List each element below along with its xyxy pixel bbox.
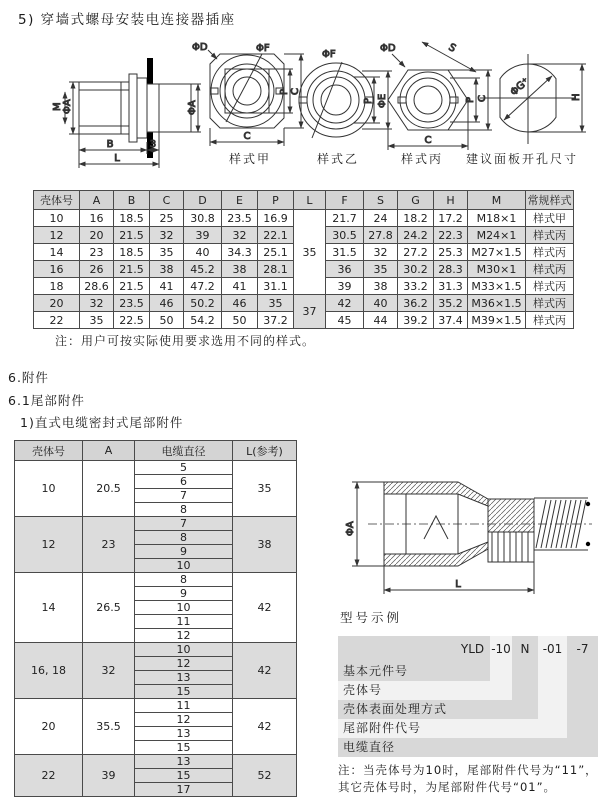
diagram-label-cable: 电缆直径 (343, 740, 396, 754)
cell-l: 42 (233, 643, 297, 699)
side-view-drawing (52, 42, 207, 172)
dim-label: M (52, 102, 63, 111)
cell-l-merged: 37 (294, 295, 326, 329)
code-part-cable: -7 (576, 642, 589, 656)
cell: 21.5 (114, 227, 150, 244)
style-b-caption: 样式乙 (316, 152, 359, 166)
cell: M33×1.5 (468, 278, 526, 295)
diagram-label-tail: 尾部附件代号 (343, 721, 422, 735)
style-c-caption: 样式丙 (400, 152, 443, 166)
cell: 16.9 (258, 210, 294, 227)
cell: 17.2 (434, 210, 468, 227)
cell-shell: 12 (15, 517, 83, 573)
cell: 样式甲 (526, 210, 574, 227)
cell: 24.2 (398, 227, 434, 244)
cell: M18×1 (468, 210, 526, 227)
cell: 25.1 (258, 244, 294, 261)
cell: 32 (364, 244, 398, 261)
col-header: H (434, 191, 468, 210)
dim-label: P (279, 88, 290, 95)
cell: 45 (326, 312, 364, 329)
cell-shell: 16, 18 (15, 643, 83, 699)
col-header: 电缆直径 (135, 441, 233, 461)
cell-diameter: 12 (135, 713, 233, 727)
cell: 39 (184, 227, 222, 244)
dim-label: ΦG⁺ (508, 76, 532, 99)
table-row (15, 517, 297, 531)
table-row (15, 699, 297, 713)
code-part-finish: N (520, 642, 530, 656)
diagram-label-shell: 壳体号 (343, 683, 383, 697)
cell: 32 (222, 227, 258, 244)
cell: 39 (326, 278, 364, 295)
cell-shell: 22 (15, 755, 83, 797)
cell: 28.3 (434, 261, 468, 278)
cell-diameter: 8 (135, 573, 233, 587)
dim-label: C (290, 88, 301, 95)
cell-shell: 10 (15, 461, 83, 517)
col-header: 常规样式 (526, 191, 574, 210)
cell: 18.2 (398, 210, 434, 227)
cell: 23.5 (114, 295, 150, 312)
cell: 20 (34, 295, 80, 312)
table-row (34, 210, 574, 227)
cell: 25 (150, 210, 184, 227)
panel-cutout-caption: 建议面板开孔尺寸 (465, 152, 578, 166)
cell: 21.5 (114, 261, 150, 278)
col-header: S (364, 191, 398, 210)
code-part-tail: -01 (542, 642, 563, 656)
cell: 40 (364, 295, 398, 312)
dim-label: ΦF (256, 43, 270, 54)
cell: 28.1 (258, 261, 294, 278)
cell-diameter: 15 (135, 769, 233, 783)
cell: 样式丙 (526, 278, 574, 295)
cell-a: 35.5 (83, 699, 135, 755)
dim-label: L (455, 579, 461, 590)
col-header: L(参考) (233, 441, 297, 461)
tail-accessory-drawing (336, 444, 596, 606)
cell: M39×1.5 (468, 312, 526, 329)
code-part-basic: YLD (460, 642, 485, 656)
cell: 35 (258, 295, 294, 312)
cell-diameter: 11 (135, 615, 233, 629)
table-row (15, 755, 297, 769)
cell: 42 (326, 295, 364, 312)
cell-a: 26.5 (83, 573, 135, 643)
dim-label: ΦE (377, 93, 388, 108)
cell-diameter: 5 (135, 461, 233, 475)
dim-label: B (106, 139, 114, 150)
cell-diameter: 6 (135, 475, 233, 489)
cell: 21.5 (114, 278, 150, 295)
cell: 18.5 (114, 244, 150, 261)
cell: 41 (222, 278, 258, 295)
page-title: 5) 穿墙式螺母安装电连接器插座 (18, 12, 236, 28)
cell-a: 39 (83, 755, 135, 797)
cell: 16 (80, 210, 114, 227)
cell: 40 (184, 244, 222, 261)
cell-diameter: 13 (135, 727, 233, 741)
col-header: P (258, 191, 294, 210)
cell: 21.7 (326, 210, 364, 227)
cell: 31.5 (326, 244, 364, 261)
cell: 38 (364, 278, 398, 295)
cell: 38 (222, 261, 258, 278)
cell: 22 (34, 312, 80, 329)
model-example-note (338, 762, 598, 795)
col-header: C (150, 191, 184, 210)
style-a-caption: 样式甲 (228, 152, 271, 166)
cell-diameter: 12 (135, 629, 233, 643)
diagram-label-finish: 壳体表面处理方式 (343, 702, 448, 716)
cell: 22.5 (114, 312, 150, 329)
cell: 18.5 (114, 210, 150, 227)
cell-shell: 14 (15, 573, 83, 643)
dim-label: ΦD (380, 43, 396, 54)
table-row (15, 461, 297, 475)
cell: 50.2 (184, 295, 222, 312)
cell: 23 (80, 244, 114, 261)
cell: 样式丙 (526, 244, 574, 261)
cell: 41 (150, 278, 184, 295)
cell-diameter: 15 (135, 741, 233, 755)
cell: 22.1 (258, 227, 294, 244)
cell: 35 (80, 312, 114, 329)
cell: 14 (34, 244, 80, 261)
model-number-diagram (338, 636, 598, 757)
cell: 12 (34, 227, 80, 244)
col-header: B (114, 191, 150, 210)
cell-diameter: 13 (135, 671, 233, 685)
cell-l: 52 (233, 755, 297, 797)
cell: 27.8 (364, 227, 398, 244)
cell: 32 (150, 227, 184, 244)
cell-diameter: 8 (135, 503, 233, 517)
section-6-1-heading: 6.1尾部附件 (8, 393, 85, 408)
section-6-1-1-heading: 1)直式电缆密封式尾部附件 (20, 415, 184, 430)
code-part-shell: -10 (491, 642, 511, 656)
cell: 47.2 (184, 278, 222, 295)
cell: M27×1.5 (468, 244, 526, 261)
panel-cutout-drawing (476, 52, 596, 154)
cell: 39.2 (398, 312, 434, 329)
cell: 30.5 (326, 227, 364, 244)
note-line-1: 注：当壳体号为10时，尾部附件代号为“11”， (338, 763, 598, 777)
note-line-2: 其它壳体号时，为尾部附件代号“01”。 (338, 779, 557, 794)
cell: 22.3 (434, 227, 468, 244)
cell: 37.2 (258, 312, 294, 329)
cell-diameter: 13 (135, 755, 233, 769)
cell: 46 (150, 295, 184, 312)
cell: 31.3 (434, 278, 468, 295)
dim-label: H (571, 93, 582, 101)
cell-l: 35 (233, 461, 297, 517)
cell: 16 (34, 261, 80, 278)
col-header: F (326, 191, 364, 210)
cell-l-merged: 35 (294, 210, 326, 295)
table-row (34, 295, 574, 312)
cell: 30.2 (398, 261, 434, 278)
cell: M36×1.5 (468, 295, 526, 312)
cell-diameter: 9 (135, 545, 233, 559)
section-6-heading: 6.附件 (8, 370, 49, 385)
dim-label: ΦA (345, 521, 356, 536)
cell: 25.3 (434, 244, 468, 261)
table1-note: 注：用户可按实际使用要求选用不同的样式。 (55, 334, 316, 348)
cell: 样式丙 (526, 295, 574, 312)
cell: 37.4 (434, 312, 468, 329)
cell: 35 (364, 261, 398, 278)
cell-diameter: 17 (135, 783, 233, 797)
col-header: A (80, 191, 114, 210)
cell-a: 23 (83, 517, 135, 573)
cell: 35.2 (434, 295, 468, 312)
cell-diameter: 9 (135, 587, 233, 601)
dim-label: 3 (149, 139, 157, 150)
cell: 33.2 (398, 278, 434, 295)
tail-accessory-table (14, 440, 297, 797)
cell: 26 (80, 261, 114, 278)
diagram-label-basic: 基本元件号 (343, 664, 409, 678)
col-header: 壳体号 (34, 191, 80, 210)
table-header-row (15, 441, 297, 461)
col-header: E (222, 191, 258, 210)
dim-label: C (243, 131, 251, 142)
cell: 样式丙 (526, 312, 574, 329)
cell: 54.2 (184, 312, 222, 329)
dim-label: P (363, 97, 374, 104)
cell: 32 (80, 295, 114, 312)
cell-diameter: 12 (135, 657, 233, 671)
dim-label: S (446, 42, 458, 55)
cell: 样式丙 (526, 261, 574, 278)
style-b-drawing (296, 48, 394, 152)
cell-l: 38 (233, 517, 297, 573)
cell: 35 (150, 244, 184, 261)
col-header: D (184, 191, 222, 210)
cell: 50 (222, 312, 258, 329)
cell: 24 (364, 210, 398, 227)
cell: 50 (150, 312, 184, 329)
cell-l: 42 (233, 699, 297, 755)
cell-diameter: 7 (135, 517, 233, 531)
cell: 44 (364, 312, 398, 329)
col-header: L (294, 191, 326, 210)
cell-l: 42 (233, 573, 297, 643)
dim-label: C (424, 135, 432, 146)
dim-label: ΦA (187, 100, 198, 115)
cell: 样式丙 (526, 227, 574, 244)
cell: M30×1 (468, 261, 526, 278)
col-header: 壳体号 (15, 441, 83, 461)
dim-label: ΦF (322, 49, 336, 60)
socket-dimension-table (33, 190, 574, 329)
cell: 36 (326, 261, 364, 278)
cell: 10 (34, 210, 80, 227)
col-header: G (398, 191, 434, 210)
cell-diameter: 10 (135, 643, 233, 657)
dim-label: C (477, 95, 488, 102)
cell: 46 (222, 295, 258, 312)
cell-diameter: 10 (135, 601, 233, 615)
cell: 27.2 (398, 244, 434, 261)
cell-diameter: 10 (135, 559, 233, 573)
cell-diameter: 7 (135, 489, 233, 503)
cell: 20 (80, 227, 114, 244)
cell-diameter: 8 (135, 531, 233, 545)
cell: 23.5 (222, 210, 258, 227)
cell: M24×1 (468, 227, 526, 244)
cell: 18 (34, 278, 80, 295)
dim-label: L (114, 153, 120, 164)
cell: 38 (150, 261, 184, 278)
dim-label: ΦD (192, 42, 208, 53)
cell: 30.8 (184, 210, 222, 227)
cell-shell: 20 (15, 699, 83, 755)
cell-diameter: 15 (135, 685, 233, 699)
cell: 34.3 (222, 244, 258, 261)
table-row (15, 643, 297, 657)
table-row (15, 573, 297, 587)
table-header-row (34, 191, 574, 210)
cell: 45.2 (184, 261, 222, 278)
cell: 31.1 (258, 278, 294, 295)
cell-a: 32 (83, 643, 135, 699)
dim-label: ΦA (62, 99, 73, 114)
cell-diameter: 11 (135, 699, 233, 713)
model-example-title: 型号示例 (340, 610, 403, 625)
cell: 28.6 (80, 278, 114, 295)
col-header: M (468, 191, 526, 210)
cell: 36.2 (398, 295, 434, 312)
col-header: A (83, 441, 135, 461)
cell-a: 20.5 (83, 461, 135, 517)
dim-label: P (465, 96, 476, 103)
